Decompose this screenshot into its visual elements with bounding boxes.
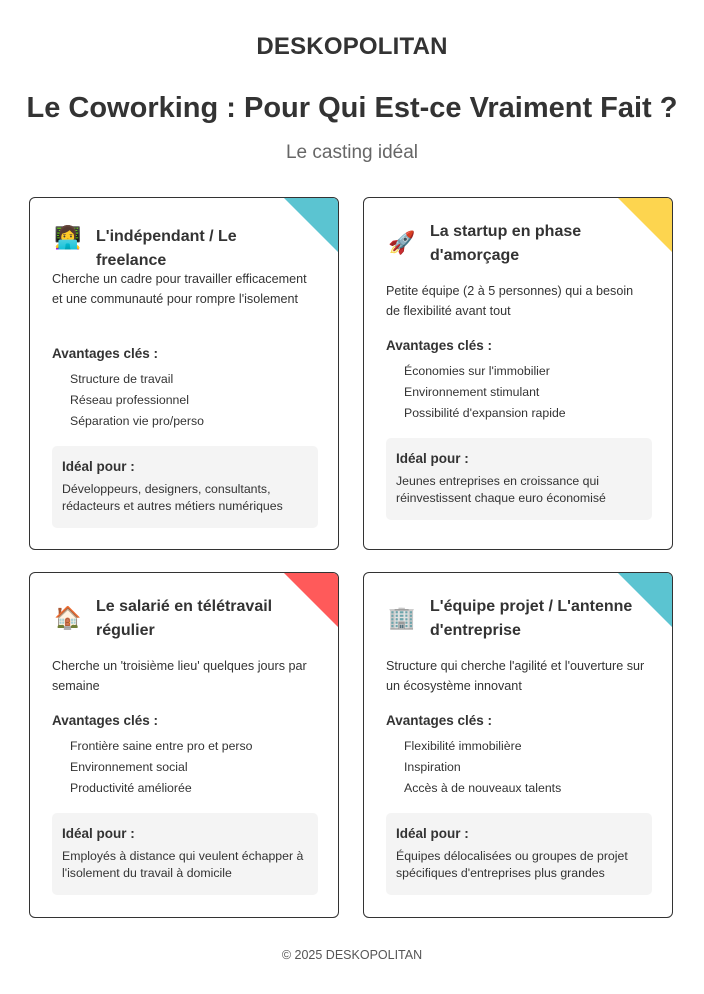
ideal-text: Jeunes entreprises en croissance qui réinvestissent chaque euro économisé <box>396 474 606 505</box>
advantage-item: Réseau professionnel <box>70 393 189 407</box>
ideal-for-box <box>52 813 318 895</box>
persona-card-startup <box>363 197 673 550</box>
advantages-list <box>404 736 561 799</box>
advantage-item: Inspiration <box>404 760 461 774</box>
advantages-heading: Avantages clés : <box>386 338 493 353</box>
card-description: Petite équipe (2 à 5 personnes) qui a besoin de flexibilité avant tout <box>386 284 634 318</box>
page-title: Le Coworking : Pour Qui Est-ce Vraiment Fait ? <box>26 92 678 124</box>
card-description: Cherche un 'troisième lieu' quelques jours par semaine <box>52 659 307 693</box>
advantage-item: Productivité améliorée <box>70 781 192 795</box>
advantages-list <box>70 736 253 799</box>
card-title: L'indépendant / Le freelance <box>96 228 237 269</box>
ideal-heading: Idéal pour : <box>62 826 135 841</box>
card-description: Structure qui cherche l'agilité et l'ouverture sur un écosystème innovant <box>386 659 645 693</box>
ideal-for-box <box>386 438 652 520</box>
advantage-item: Flexibilité immobilière <box>404 739 522 753</box>
ideal-text: Équipes délocalisées ou groupes de projet spécifiques d'entreprises plus grandes <box>396 849 628 880</box>
brand-name: DESKOPOLITAN <box>256 33 448 60</box>
advantage-item: Environnement stimulant <box>404 385 540 399</box>
page-subtitle: Le casting idéal <box>285 142 419 163</box>
ideal-heading: Idéal pour : <box>62 459 135 474</box>
card-title: Le salarié en télétravail régulier <box>96 598 273 639</box>
advantages-list <box>70 369 204 432</box>
rocket-icon: 🚀 <box>388 230 416 255</box>
advantage-item: Possibilité d'expansion rapide <box>404 406 566 420</box>
advantage-item: Accès à de nouveaux talents <box>404 781 562 795</box>
ideal-for-box <box>52 446 318 528</box>
ideal-heading: Idéal pour : <box>396 451 469 466</box>
ideal-text: Employés à distance qui veulent échapper à l'isolement du travail à domicile <box>62 849 304 880</box>
advantage-item: Structure de travail <box>70 372 174 386</box>
advantages-heading: Avantages clés : <box>52 713 159 728</box>
advantage-item: Environnement social <box>70 760 188 774</box>
card-description: Cherche un cadre pour travailler efficacement et une communauté pour rompre l'isolement <box>52 272 307 306</box>
office-building-icon: 🏢 <box>388 605 416 630</box>
house-icon: 🏠 <box>54 605 82 630</box>
ideal-for-box <box>386 813 652 895</box>
card-title: L'équipe projet / L'antenne d'entreprise <box>430 598 633 639</box>
advantage-item: Économies sur l'immobilier <box>404 364 550 378</box>
advantages-heading: Avantages clés : <box>52 346 159 361</box>
advantages-list <box>404 361 566 424</box>
persona-card-project-team <box>363 572 673 918</box>
ideal-text: Développeurs, designers, consultants, rédacteurs et autres métiers numériques <box>62 482 283 513</box>
footer-copyright: © 2025 DESKOPOLITAN <box>281 948 423 962</box>
advantage-item: Séparation vie pro/perso <box>70 414 204 428</box>
advantages-heading: Avantages clés : <box>386 713 493 728</box>
persona-card-freelancer <box>29 197 339 550</box>
persona-card-remote-employee <box>29 572 339 918</box>
card-title: La startup en phase d'amorçage <box>430 223 582 264</box>
freelancer-icon: 👩‍💻 <box>54 225 82 250</box>
advantage-item: Frontière saine entre pro et perso <box>70 739 253 753</box>
ideal-heading: Idéal pour : <box>396 826 469 841</box>
